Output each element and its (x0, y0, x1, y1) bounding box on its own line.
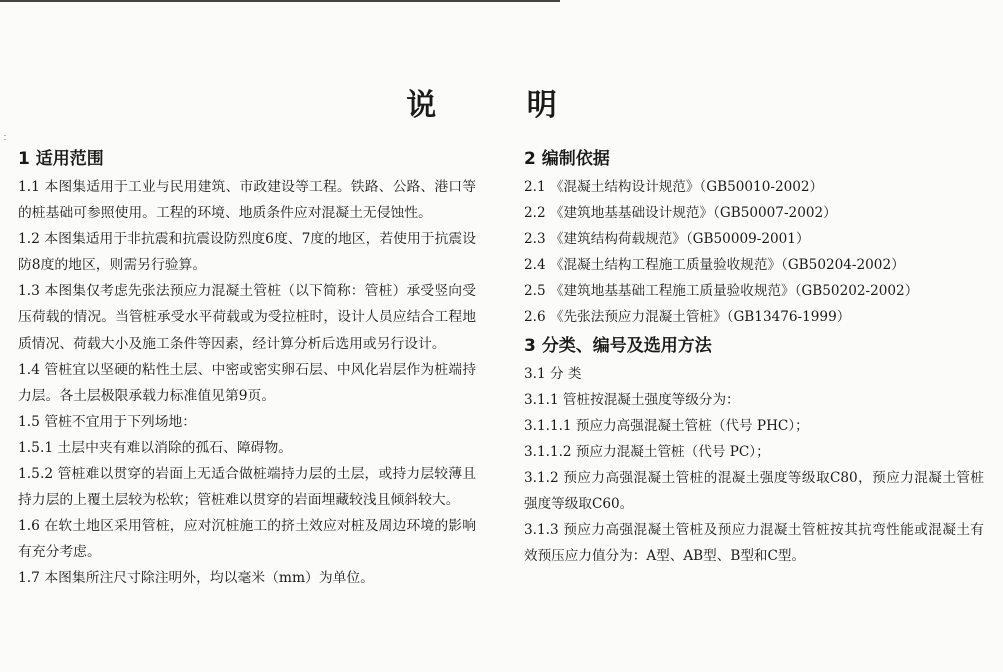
reference-2-6: 2.6 《先张法预应力混凝土管桩》（GB13476-1999） (524, 309, 851, 326)
subsection-3-1-1: 3.1.1 管桩按混凝土强度等级分为： (524, 391, 740, 408)
paragraph-1-4: 1.4 管桩宜以坚硬的粘性土层、中密或密实卵石层、中风化岩层作为桩端持力层。各土层极限承载力标准值见第9页。 (18, 361, 476, 404)
section-1-heading: 1 适用范围 (18, 149, 104, 169)
reference-2-1: 2.1 《混凝土结构设计规范》（GB50010-2002） (524, 179, 824, 195)
section-2-heading: 2 编制依据 (524, 149, 610, 169)
paragraph-1-7: 1.7 本图集所注尺寸除注明外，均以毫米（mm）为单位。 (18, 570, 375, 587)
reference-2-4: 2.4 《混凝土结构工程施工质量验收规范》（GB50204-2002） (524, 257, 905, 274)
paragraph-1-2: 1.2 本图集适用于非抗震和抗震设防烈度6度、7度的地区，若使用于抗震设防8度的地区，则需另行验算。 (18, 231, 476, 274)
reference-2-2: 2.2 《建筑地基基础设计规范》（GB50007-2002） (524, 205, 837, 222)
reference-2-5: 2.5 《建筑地基基础工程施工质量验收规范》（GB50202-2002） (524, 283, 919, 300)
right-column (524, 144, 984, 569)
paragraph-1-3: 1.3 本图集仅考虑先张法预应力混凝土管桩（以下简称：管桩）承受竖向受压荷载的情况。当管桩承受水平荷载或为受拉桩时，设计人员应结合工程地质情况、荷载大小及施工条件等因素，经计算分析后选用或另行设计。 (18, 283, 476, 352)
margin-mark: ﹕ (0, 132, 10, 143)
paragraph-1-6: 1.6 在软土地区采用管桩，应对沉桩施工的挤土效应对桩及周边环境的影响有充分考虑。 (18, 518, 476, 561)
subsection-3-1-3: 3.1.3 预应力高强混凝土管桩及预应力混凝土管桩按其抗弯性能或混凝土有效预压应力值分为：A型、AB型、B型和C型。 (524, 522, 984, 565)
page-title: 说 明 (406, 88, 597, 123)
section-3-heading: 3 分类、编号及选用方法 (524, 335, 712, 356)
reference-2-3: 2.3 《建筑结构荷载规范》（GB50009-2001） (524, 231, 810, 248)
subsection-3-1: 3.1 分 类 (524, 365, 582, 382)
item-3-1-1-2: 3.1.1.2 预应力混凝土管桩（代号 PC）； (524, 443, 770, 460)
item-3-1-1-1: 3.1.1.1 预应力高强混凝土管桩（代号 PHC）； (524, 417, 809, 434)
top-border-line (0, 0, 560, 2)
left-column (18, 144, 476, 592)
paragraph-1-5-1: 1.5.1 土层中夹有难以消除的孤石、障碍物。 (18, 439, 293, 456)
paragraph-1-5: 1.5 管桩不宜用于下列场地： (18, 413, 197, 430)
paragraph-1-1: 1.1 本图集适用于工业与民用建筑、市政建设等工程。铁路、公路、港口等的桩基础可参照使用。工程的环境、地质条件应对混凝土无侵蚀性。 (18, 179, 476, 222)
subsection-3-1-2: 3.1.2 预应力高强混凝土管桩的混凝土强度等级取C80，预应力混凝土管桩强度等级取C60。 (524, 469, 984, 513)
paragraph-1-5-2: 1.5.2 管桩难以贯穿的岩面上无适合做桩端持力层的土层，或持力层较薄且持力层的上覆土层较为松软；管桩难以贯穿的岩面埋藏较浅且倾斜较大。 (18, 466, 476, 509)
